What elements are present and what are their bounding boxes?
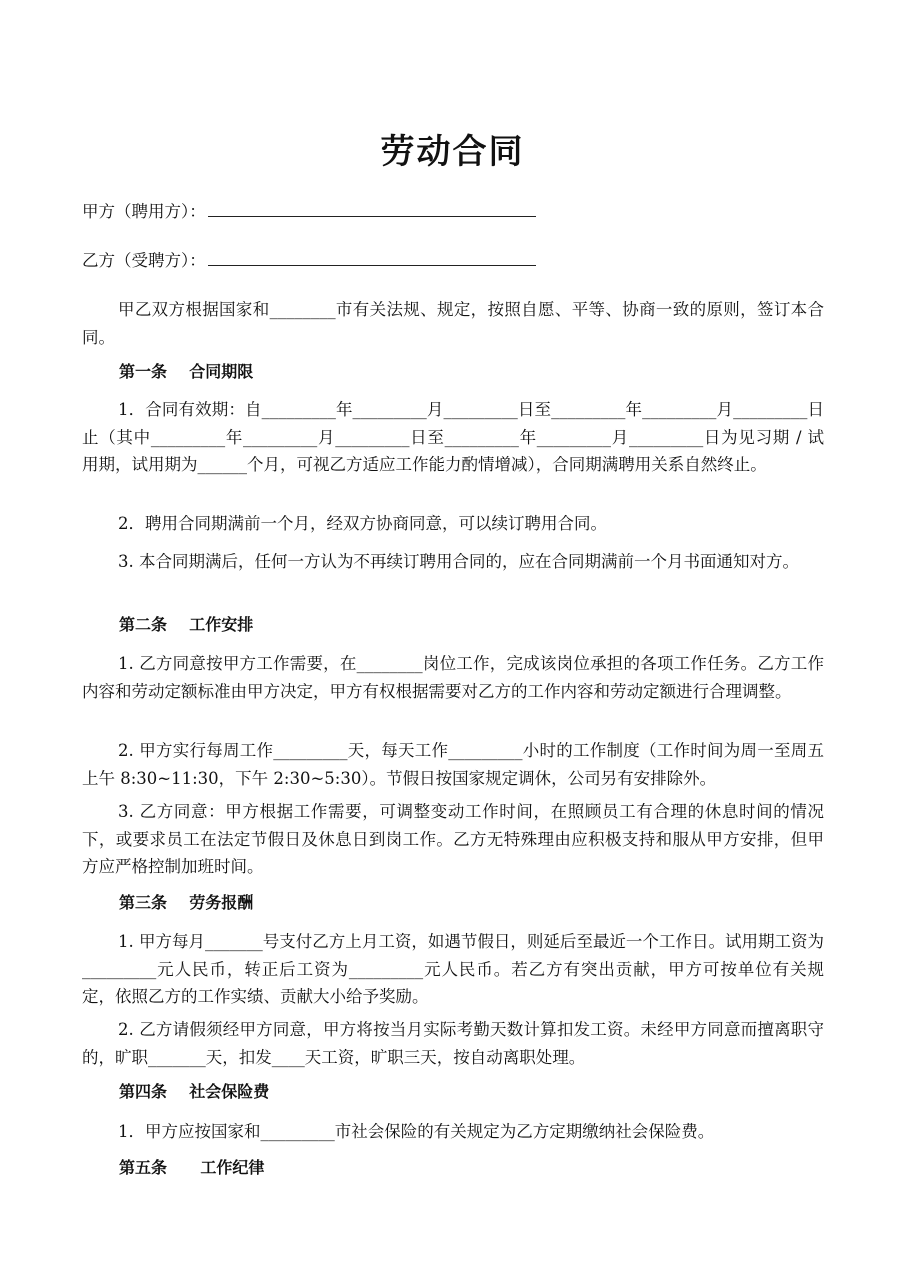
party-a-label: 甲方（聘用方）： — [82, 202, 206, 221]
party-a-blank — [208, 215, 536, 217]
article-4-p1 — [82, 1118, 824, 1146]
article-2-p3 — [82, 798, 824, 881]
party-b-label: 乙方（受聘方）： — [82, 251, 206, 270]
article-2-paragraph-2: 2. 甲方实行每周工作_________天，每天工作_________小时的工作制度（工作时间为周一至周五上午 8:30~11:30，下午 2:30~5:30）。节假日按国家规定调休，公司另有安排除外。 — [82, 741, 824, 788]
article-3-paragraph-2: 2. 乙方请假须经甲方同意，甲方将按当月实际考勤天数计算扣发工资。未经甲方同意而擅离职守的，旷职_______天，扣发____天工资，旷职三天，按自动离职处理。 — [82, 1020, 824, 1067]
article-3-paragraph-1: 1. 甲方每月_______号支付乙方上月工资，如遇节假日，则延后至最近一个工作日。试用期工资为_________元人民币，转正后工资为_________元人民币。若乙方有突出贡献，甲方可按单位有关规定，依照乙方的工作实绩、贡献大小给予奖励。 — [82, 932, 824, 1006]
party-b-blank — [208, 264, 536, 266]
article-2-paragraph-1: 1. 乙方同意按甲方工作需要，在________岗位工作，完成该岗位承担的各项工作任务。乙方工作内容和劳动定额标准由甲方决定，甲方有权根据需要对乙方的工作内容和劳动定额进行合理调整。 — [82, 654, 824, 701]
article-1-paragraph-3: 3. 本合同期满后，任何一方认为不再续订聘用合同的，应在合同期满前一个月书面通知对方。 — [118, 552, 799, 571]
article-1-p2 — [82, 510, 824, 538]
document-title: 劳动合同 — [380, 132, 525, 172]
preamble-section — [82, 296, 824, 351]
party-a-row — [82, 200, 782, 224]
article-1-heading: 第一条 合同期限 — [119, 362, 254, 381]
article-4-paragraph-1: 1．甲方应按国家和_________市社会保险的有关规定为乙方定期缴纳社会保险费。 — [118, 1122, 715, 1141]
article-2-p2 — [82, 737, 824, 792]
preamble-paragraph: 甲乙双方根据国家和________市有关法规、规定，按照自愿、平等、协商一致的原则，签订本合同。 — [82, 300, 824, 347]
article-4-heading: 第四条 社会保险费 — [119, 1082, 270, 1101]
article-2-paragraph-3: 3. 乙方同意：甲方根据工作需要，可调整变动工作时间，在照顾员工有合理的休息时间的情况下，或要求员工在法定节假日及休息日到岗工作。乙方无特殊理由应积极支持和服从甲方安排，但甲方应严格控制加班时间。 — [82, 802, 824, 876]
article-3-p1 — [82, 928, 824, 1011]
article-1-paragraph-1: 1．合同有效期：自_________年_________月_________日至_________年_________月_________日止（其中_________年_________月_________日至_________年_________月_________日为见习期 / 试用期，试用期为______个月，可视乙方适应工作能力酌情增减），合同期满聘用关系自然终止。 — [82, 400, 824, 474]
party-b-row — [82, 249, 782, 273]
article-1-p3 — [82, 548, 824, 576]
article-1-p1 — [82, 396, 824, 479]
article-3-p2 — [82, 1016, 824, 1071]
article-3-heading: 第三条 劳务报酬 — [119, 893, 254, 912]
article-1-paragraph-2: 2．聘用合同期满前一个月，经双方协商同意，可以续订聘用合同。 — [118, 514, 607, 533]
article-2-p1 — [82, 650, 824, 705]
article-2-heading: 第二条 工作安排 — [119, 615, 254, 634]
article-5-heading: 第五条 工作纪律 — [119, 1158, 265, 1177]
